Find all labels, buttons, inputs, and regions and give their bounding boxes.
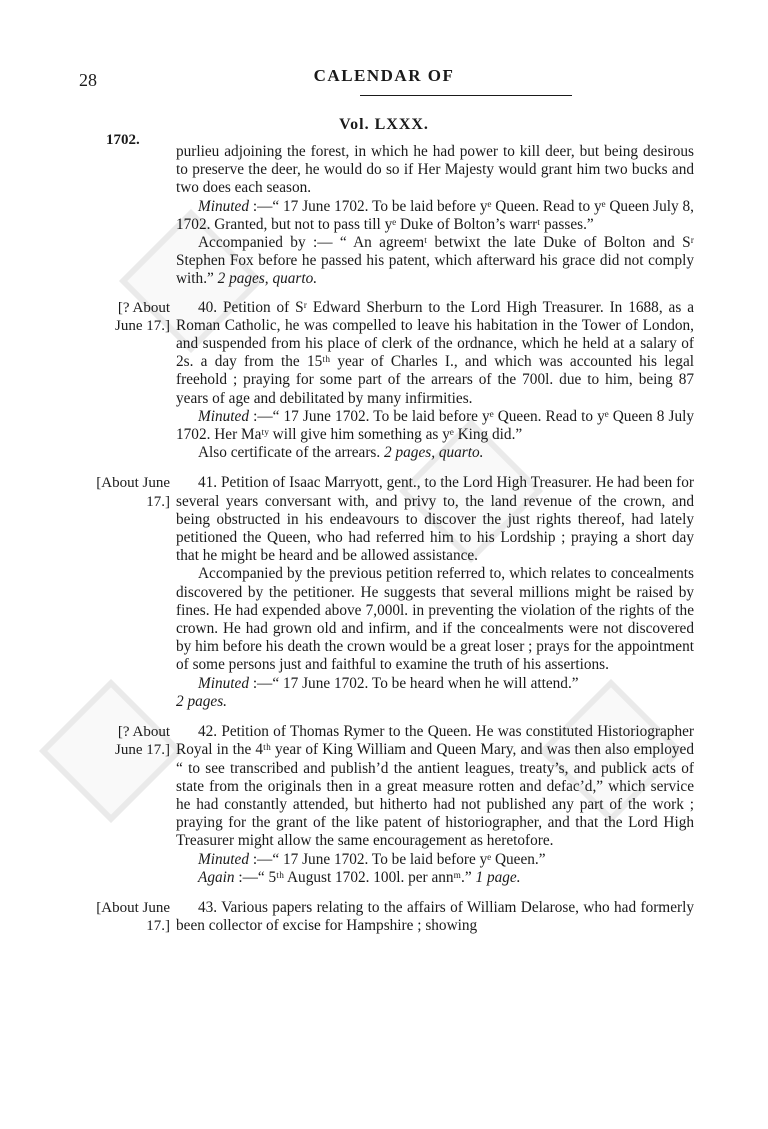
paragraph: purlieu adjoining the forest, in which he had power to kill deer, but being desirous to preserve the deer, he would do so if Her Majesty would grant him two bucks and two does each season. <box>176 143 694 197</box>
entry-42 <box>115 723 694 887</box>
running-head: CALENDAR OF <box>313 66 455 85</box>
entry-40 <box>115 298 695 463</box>
minuted-note: Minuted :—“ 17 June 1702. To be laid before yᵉ Queen.” <box>198 850 546 868</box>
minuted-note: Minuted :—“ 17 June 1702. To be laid before yᵉ Queen. Read to yᵉ Queen July 8, 1702. Granted, but not to pass till yᵉ Duke of Bolton’s warrᵗ passes.” <box>176 197 694 233</box>
header-rule <box>360 95 572 96</box>
margin-date: [About June 17.] <box>96 899 170 935</box>
margin-date: [? About June 17.] <box>115 724 170 759</box>
margin-date: [? About June 17.] <box>115 299 170 334</box>
entry-text: 43. Various papers relating to the affairs of William Delarose, who had formerly been collector of excise for Hampshire ; showing <box>176 898 694 935</box>
document-body <box>96 143 695 935</box>
accompanied-note: Accompanied by the previous petition referred to, which relates to concealments discovered by the petitioner. He suggests that several millions might be raised by fines. He had expended above 7,000l. in preventing the violation of the rights of the crown. He had grown old and infirm, and if the concealments were not discovered by him before his death the crown would be a great loser ; prays for the appointment of some persons just and faithful to examine the truth of his assertions. <box>176 565 694 674</box>
entry-text: 42. Petition of Thomas Rymer to the Queen. He was constituted Historiographer Royal in the 4ᵗʰ year of King William and Queen Mary, and was then also employed “ to see transcribed and publish’d the antient leagues, treaty’s, and publick acts of state from the originals then in a great measure rotten and defac’d,” which service he had constantly attended, but hitherto had not published any part of the work ; praying for the grant of the like patent of historiographer, and that the Lord High Treasurer might allow the same encouragement as heretofore. <box>176 723 694 850</box>
minuted-note: Minuted :—“ 17 June 1702. To be heard when he will attend.” <box>198 674 579 692</box>
volume-heading: Vol. LXXX. <box>339 116 429 133</box>
also-note: Also certificate of the arrears. 2 pages, quarto. <box>198 444 484 462</box>
entry-43 <box>96 898 694 935</box>
entry-text: 41. Petition of Isaac Marryott, gent., to the Lord High Treasurer. He had been for several years conversant with, and privy to, the land revenue of the crown, and being obstructed in his endeavours to discover the just rights thereof, had lately petitioned the Queen, who had referred him to his Lordship ; praying a short day that he might be heard and be allowed assistance. <box>176 474 694 565</box>
again-note: Again :—“ 5ᵗʰ August 1702. 100l. per annᵐ.” 1 page. <box>198 868 521 886</box>
entry-39-continued <box>176 143 694 289</box>
minuted-note: Minuted :—“ 17 June 1702. To be laid before yᵉ Queen. Read to yᵉ Queen 8 July 1702. Her Maᵗʸ will give him something as yᵉ King did.” <box>176 407 695 444</box>
entry-41 <box>96 474 694 711</box>
pages-note: 2 pages. <box>176 692 227 710</box>
accompanied-note: Accompanied by :— “ An agreemᵗ betwixt the late Duke of Bolton and Sʳ Stephen Fox before he passed his patent, which afterward his grace did not comply with.” 2 pages, quarto. <box>176 234 694 288</box>
margin-date: [About June 17.] <box>96 475 170 510</box>
entry-text: 40. Petition of Sʳ Edward Sherburn to the Lord High Treasurer. In 1688, as a Roman Catholic, he was compelled to leave his habitation in the Tower of London, and suspended from his place of clerk of the ordnance, which he held at a salary of 2s. a day from the 15ᵗʰ year of Charles I., and which was accounted his legal freehold ; praying for some part of the arrears of the 700l. due to him, being 87 years of age and debilitated by many infirmities. <box>176 298 694 407</box>
page-number: 28 <box>79 70 97 90</box>
margin-year: 1702. <box>106 132 140 148</box>
